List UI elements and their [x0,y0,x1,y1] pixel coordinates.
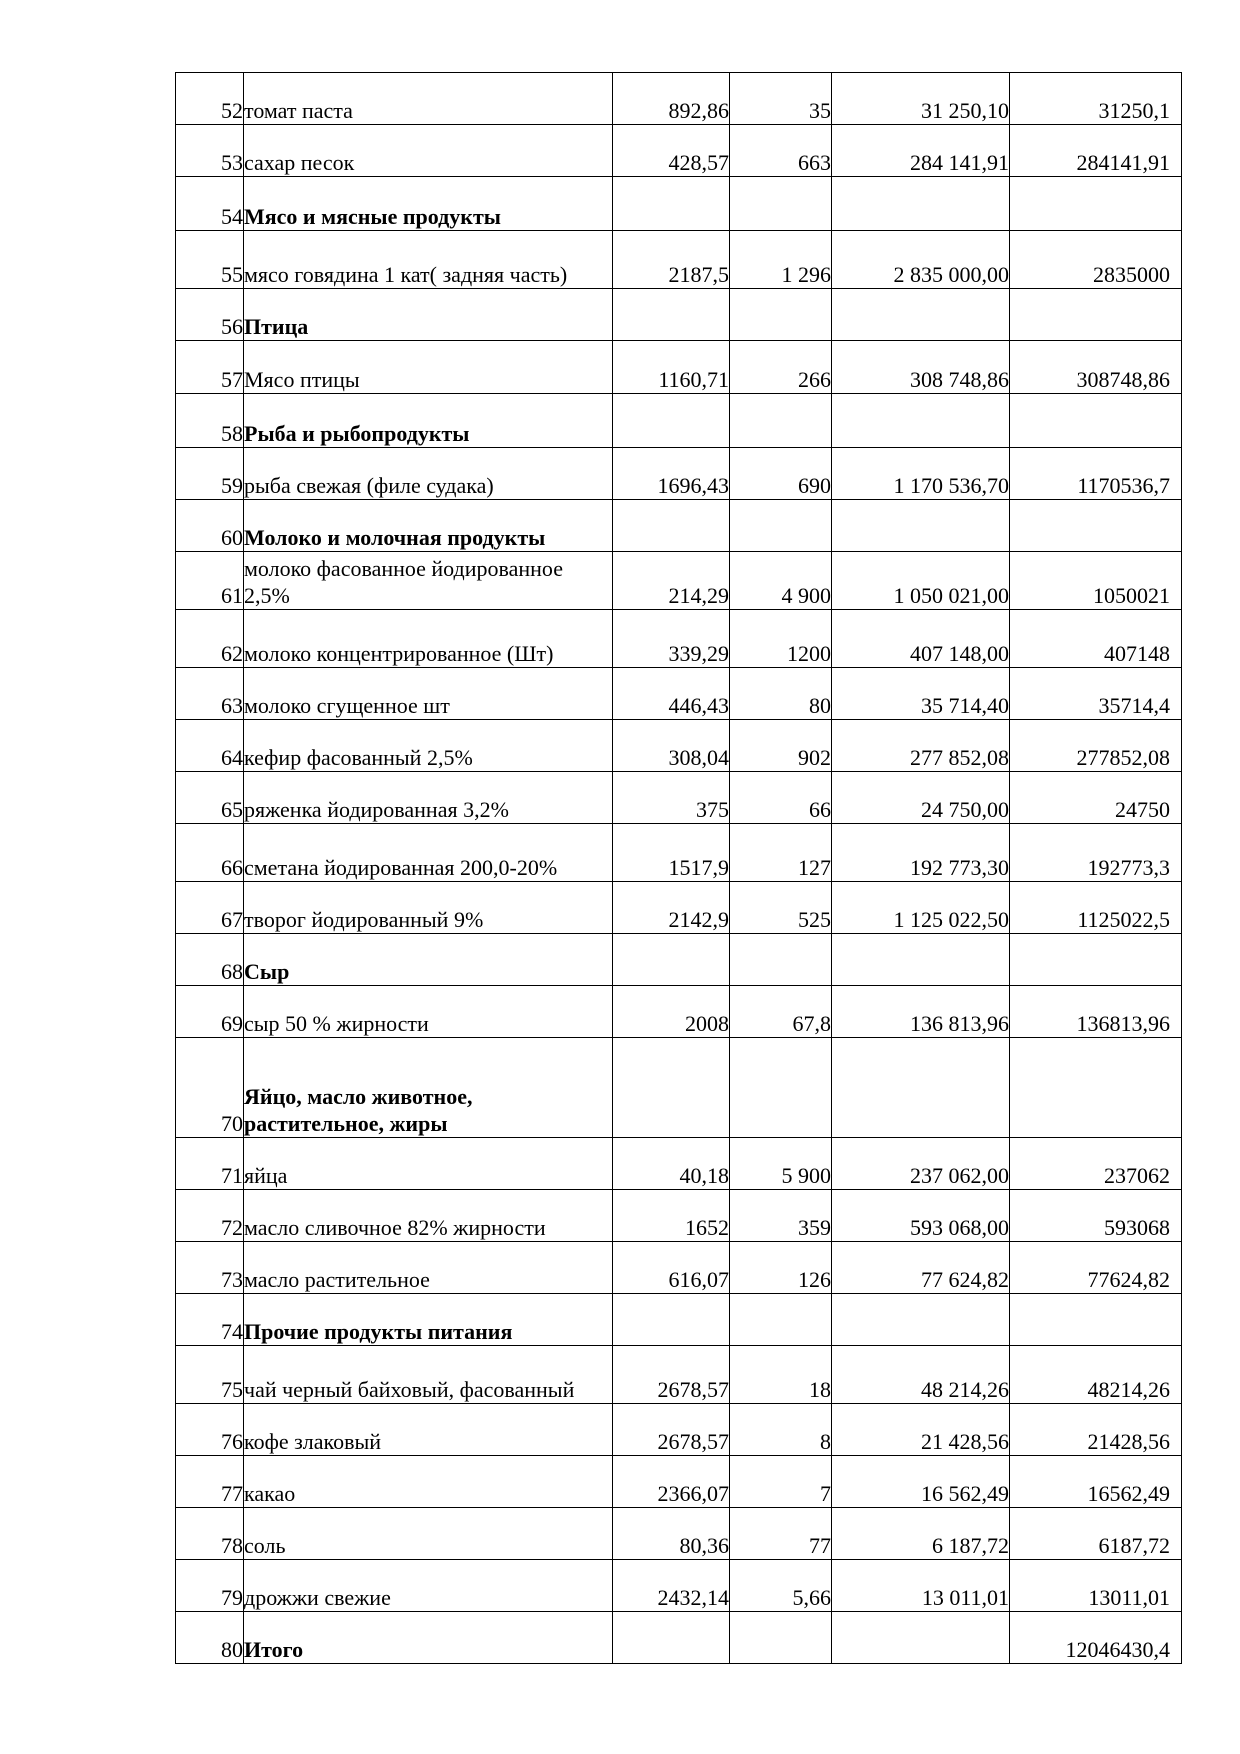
row-number: 75 [176,1346,244,1404]
product-name: кефир фасованный 2,5% [244,720,613,772]
quantity-cell: 66 [730,772,832,824]
quantity-cell: 18 [730,1346,832,1404]
price-cell [613,1038,730,1138]
sum-cell: 284 141,91 [832,125,1010,177]
category-heading: Птица [244,289,613,341]
quantity-cell: 266 [730,341,832,394]
quantity-cell [730,1294,832,1346]
table-row [176,177,1182,231]
quantity-cell: 663 [730,125,832,177]
product-name: масло растительное [244,1242,613,1294]
category-heading: Мясо и мясные продукты [244,177,613,231]
total-cell: 35714,4 [1010,668,1182,720]
sum-cell [832,500,1010,552]
table-row [176,552,1182,610]
price-cell: 214,29 [613,552,730,610]
quantity-cell [730,177,832,231]
total-cell [1010,289,1182,341]
sum-cell: 1 170 536,70 [832,448,1010,500]
quantity-cell: 5 900 [730,1138,832,1190]
total-cell: 192773,3 [1010,824,1182,882]
sum-cell: 21 428,56 [832,1404,1010,1456]
quantity-cell: 80 [730,668,832,720]
price-cell: 616,07 [613,1242,730,1294]
row-number: 78 [176,1508,244,1560]
total-cell [1010,934,1182,986]
row-number: 61 [176,552,244,610]
row-number: 72 [176,1190,244,1242]
total-cell: 31250,1 [1010,73,1182,125]
products-table [175,72,1182,1664]
price-cell: 308,04 [613,720,730,772]
quantity-cell [730,1612,832,1664]
quantity-cell [730,500,832,552]
price-cell: 1160,71 [613,341,730,394]
sum-cell: 407 148,00 [832,610,1010,668]
product-name: ряженка йодированная 3,2% [244,772,613,824]
row-number: 56 [176,289,244,341]
row-number: 74 [176,1294,244,1346]
sum-cell [832,289,1010,341]
table-row [176,394,1182,448]
product-name: Мясо птицы [244,341,613,394]
category-heading: Итого [244,1612,613,1664]
price-cell [613,934,730,986]
price-cell [613,289,730,341]
sum-cell: 16 562,49 [832,1456,1010,1508]
total-cell: 308748,86 [1010,341,1182,394]
price-cell: 1696,43 [613,448,730,500]
total-cell: 16562,49 [1010,1456,1182,1508]
category-heading: Яйцо, масло животное, растительное, жиры [244,1038,613,1138]
total-cell: 48214,26 [1010,1346,1182,1404]
row-number: 65 [176,772,244,824]
quantity-cell [730,394,832,448]
product-name: соль [244,1508,613,1560]
price-cell: 2678,57 [613,1404,730,1456]
total-cell: 13011,01 [1010,1560,1182,1612]
total-cell: 136813,96 [1010,986,1182,1038]
quantity-cell: 1200 [730,610,832,668]
price-cell [613,1612,730,1664]
total-cell: 77624,82 [1010,1242,1182,1294]
sum-cell [832,934,1010,986]
row-number: 77 [176,1456,244,1508]
row-number: 66 [176,824,244,882]
table-row [176,1294,1182,1346]
row-number: 55 [176,231,244,289]
table-row [176,720,1182,772]
quantity-cell: 127 [730,824,832,882]
table-row [176,882,1182,934]
quantity-cell: 525 [730,882,832,934]
quantity-cell: 8 [730,1404,832,1456]
price-cell: 339,29 [613,610,730,668]
quantity-cell: 67,8 [730,986,832,1038]
quantity-cell: 902 [730,720,832,772]
row-number: 80 [176,1612,244,1664]
product-name: сыр 50 % жирности [244,986,613,1038]
total-cell: 6187,72 [1010,1508,1182,1560]
quantity-cell: 4 900 [730,552,832,610]
category-heading: Сыр [244,934,613,986]
product-name: кофе злаковый [244,1404,613,1456]
sum-cell: 237 062,00 [832,1138,1010,1190]
total-cell: 12046430,4 [1010,1612,1182,1664]
price-cell: 2432,14 [613,1560,730,1612]
table-row [176,824,1182,882]
sum-cell [832,177,1010,231]
price-cell [613,1294,730,1346]
total-cell: 407148 [1010,610,1182,668]
product-name: сахар песок [244,125,613,177]
quantity-cell: 77 [730,1508,832,1560]
total-cell [1010,394,1182,448]
product-name: молоко сгущенное шт [244,668,613,720]
row-number: 59 [176,448,244,500]
row-number: 70 [176,1038,244,1138]
sum-cell: 13 011,01 [832,1560,1010,1612]
table-row [176,772,1182,824]
price-cell: 428,57 [613,125,730,177]
row-number: 79 [176,1560,244,1612]
product-name: дрожжи свежие [244,1560,613,1612]
table-row [176,448,1182,500]
total-cell: 1125022,5 [1010,882,1182,934]
total-cell [1010,1038,1182,1138]
sum-cell: 6 187,72 [832,1508,1010,1560]
sum-cell: 308 748,86 [832,341,1010,394]
category-heading: Рыба и рыбопродукты [244,394,613,448]
sum-cell [832,1612,1010,1664]
row-number: 63 [176,668,244,720]
row-number: 69 [176,986,244,1038]
row-number: 67 [176,882,244,934]
sum-cell: 593 068,00 [832,1190,1010,1242]
quantity-cell [730,1038,832,1138]
price-cell: 2187,5 [613,231,730,289]
sum-cell [832,394,1010,448]
products-table-body [176,73,1182,1664]
quantity-cell: 690 [730,448,832,500]
product-name: какао [244,1456,613,1508]
sum-cell [832,1294,1010,1346]
sum-cell: 1 125 022,50 [832,882,1010,934]
row-number: 53 [176,125,244,177]
row-number: 62 [176,610,244,668]
total-cell: 21428,56 [1010,1404,1182,1456]
row-number: 71 [176,1138,244,1190]
price-cell: 892,86 [613,73,730,125]
quantity-cell: 7 [730,1456,832,1508]
table-row [176,1190,1182,1242]
row-number: 58 [176,394,244,448]
quantity-cell: 126 [730,1242,832,1294]
total-cell: 1050021 [1010,552,1182,610]
total-cell [1010,1294,1182,1346]
table-row [176,289,1182,341]
quantity-cell: 35 [730,73,832,125]
table-row [176,1346,1182,1404]
table-row [176,1138,1182,1190]
total-cell [1010,500,1182,552]
table-row [176,341,1182,394]
price-cell [613,394,730,448]
table-row [176,1456,1182,1508]
row-number: 73 [176,1242,244,1294]
sum-cell: 277 852,08 [832,720,1010,772]
sum-cell: 77 624,82 [832,1242,1010,1294]
table-row [176,125,1182,177]
total-cell: 284141,91 [1010,125,1182,177]
sum-cell: 24 750,00 [832,772,1010,824]
sum-cell: 192 773,30 [832,824,1010,882]
row-number: 60 [176,500,244,552]
table-row [176,1242,1182,1294]
product-name: чай черный байховый, фасованный [244,1346,613,1404]
table-row [176,1038,1182,1138]
table-row [176,934,1182,986]
price-cell: 40,18 [613,1138,730,1190]
total-cell: 237062 [1010,1138,1182,1190]
price-cell: 2366,07 [613,1456,730,1508]
total-cell: 1170536,7 [1010,448,1182,500]
sum-cell: 31 250,10 [832,73,1010,125]
sum-cell: 2 835 000,00 [832,231,1010,289]
row-number: 68 [176,934,244,986]
table-row [176,1404,1182,1456]
table-row [176,986,1182,1038]
table-row [176,668,1182,720]
quantity-cell [730,934,832,986]
table-row [176,1508,1182,1560]
product-name: мясо говядина 1 кат( задняя часть) [244,231,613,289]
price-cell: 2678,57 [613,1346,730,1404]
table-row [176,610,1182,668]
sum-cell: 35 714,40 [832,668,1010,720]
total-cell: 2835000 [1010,231,1182,289]
product-name: молоко концентрированное (Шт) [244,610,613,668]
row-number: 76 [176,1404,244,1456]
quantity-cell [730,289,832,341]
table-row [176,1612,1182,1664]
table-row [176,73,1182,125]
row-number: 64 [176,720,244,772]
product-name: масло сливочное 82% жирности [244,1190,613,1242]
price-cell: 2142,9 [613,882,730,934]
product-name: томат паста [244,73,613,125]
price-cell: 375 [613,772,730,824]
price-cell: 2008 [613,986,730,1038]
sum-cell: 136 813,96 [832,986,1010,1038]
category-heading: Прочие продукты питания [244,1294,613,1346]
row-number: 52 [176,73,244,125]
row-number: 57 [176,341,244,394]
sum-cell: 1 050 021,00 [832,552,1010,610]
total-cell [1010,177,1182,231]
table-row [176,231,1182,289]
product-name: сметана йодированная 200,0-20% [244,824,613,882]
quantity-cell: 359 [730,1190,832,1242]
total-cell: 24750 [1010,772,1182,824]
total-cell: 593068 [1010,1190,1182,1242]
price-cell: 80,36 [613,1508,730,1560]
price-cell [613,500,730,552]
quantity-cell: 5,66 [730,1560,832,1612]
price-cell: 1517,9 [613,824,730,882]
table-row [176,1560,1182,1612]
total-cell: 277852,08 [1010,720,1182,772]
price-cell: 1652 [613,1190,730,1242]
price-cell [613,177,730,231]
product-name: молоко фасованное йодированное 2,5% [244,552,613,610]
row-number: 54 [176,177,244,231]
price-cell: 446,43 [613,668,730,720]
product-name: яйца [244,1138,613,1190]
table-row [176,500,1182,552]
product-name: творог йодированный 9% [244,882,613,934]
sum-cell: 48 214,26 [832,1346,1010,1404]
product-name: рыба свежая (филе судака) [244,448,613,500]
quantity-cell: 1 296 [730,231,832,289]
sum-cell [832,1038,1010,1138]
category-heading: Молоко и молочная продукты [244,500,613,552]
